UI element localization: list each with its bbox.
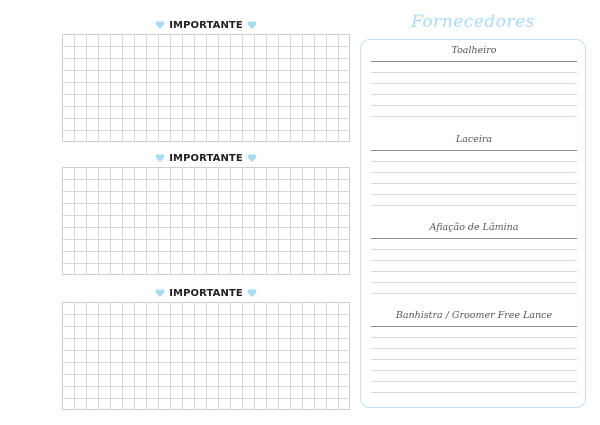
heart-icon [155, 20, 165, 30]
supplier-section-title: Toalheiro [451, 45, 497, 56]
notes-grid [62, 302, 350, 410]
writing-line [371, 260, 577, 261]
block-title: IMPORTANTE [169, 152, 243, 164]
notes-grid [62, 167, 350, 275]
writing-line [371, 359, 577, 360]
writing-line [371, 116, 577, 117]
writing-line [371, 282, 577, 283]
block-title: IMPORTANTE [169, 19, 243, 31]
heart-icon [247, 20, 257, 30]
heart-icon [247, 153, 257, 163]
block-heading [62, 17, 350, 33]
supplier-section-title: Banhistra / Groomer Free Lance [395, 310, 553, 321]
block-heading [62, 150, 350, 166]
heart-icon [155, 153, 165, 163]
block-title: IMPORTANTE [169, 287, 243, 299]
writing-line [371, 161, 577, 162]
notes-grid [62, 34, 350, 142]
writing-line [371, 205, 577, 206]
heart-icon [247, 288, 257, 298]
section-underline [371, 326, 577, 327]
section-underline [371, 61, 577, 62]
writing-line [371, 249, 577, 250]
heart-icon [155, 288, 165, 298]
suppliers-panel [360, 39, 586, 408]
section-underline [371, 238, 577, 239]
writing-line [371, 72, 577, 73]
suppliers-title: Fornecedores [411, 12, 535, 32]
section-underline [371, 150, 577, 151]
supplier-section-title: Afiação de Lâmina [429, 222, 519, 233]
writing-line [371, 83, 577, 84]
writing-line [371, 381, 577, 382]
writing-line [371, 348, 577, 349]
writing-line [371, 105, 577, 106]
writing-line [371, 370, 577, 371]
writing-line [371, 271, 577, 272]
supplier-section-title: Laceira [455, 134, 493, 145]
writing-line [371, 183, 577, 184]
writing-line [371, 194, 577, 195]
block-heading [62, 285, 350, 301]
writing-line [371, 172, 577, 173]
writing-line [371, 94, 577, 95]
writing-line [371, 392, 577, 393]
writing-line [371, 337, 577, 338]
writing-line [371, 293, 577, 294]
